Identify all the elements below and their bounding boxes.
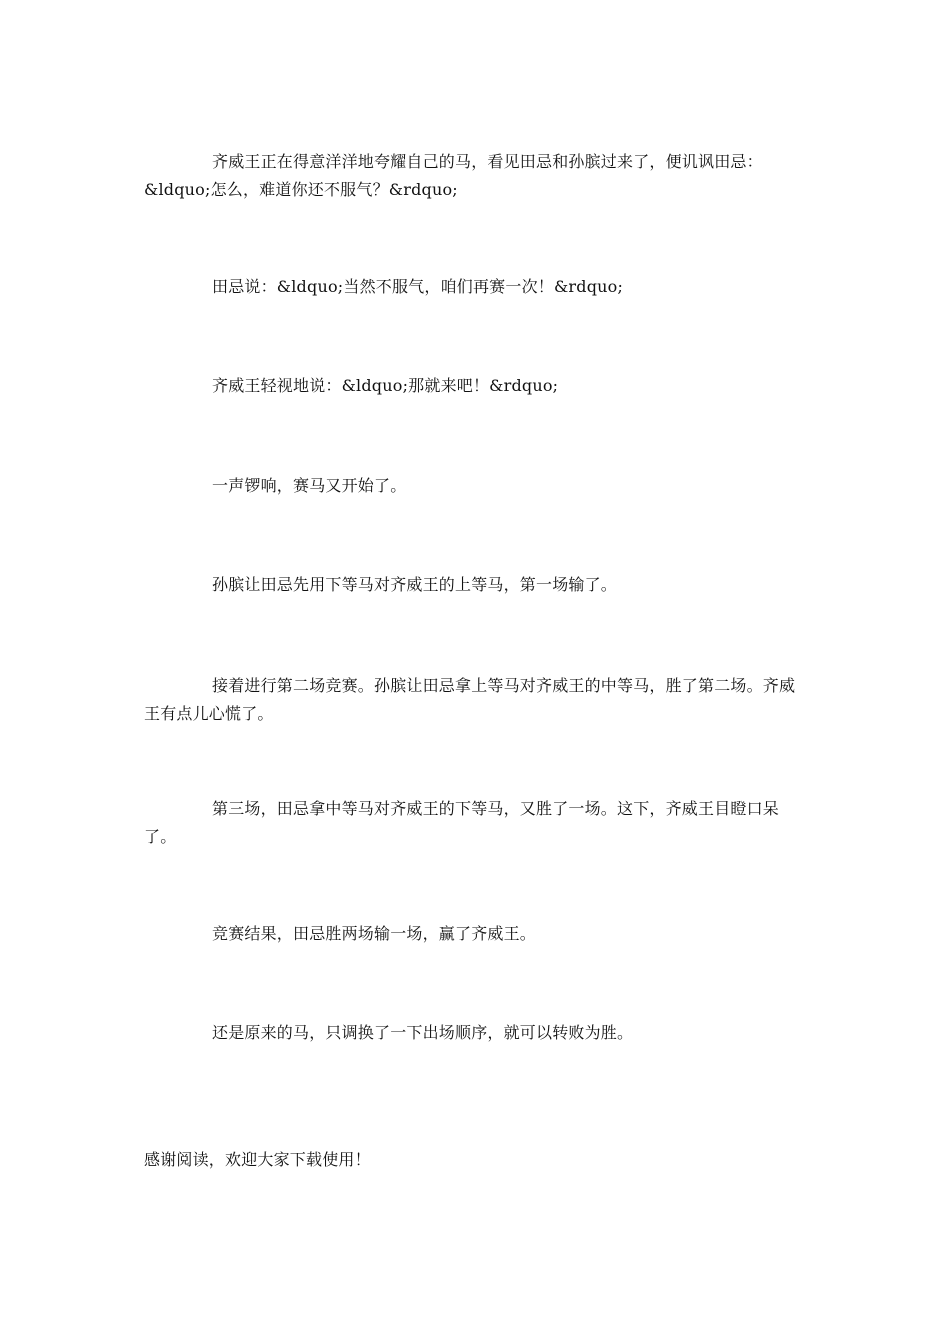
paragraph: 齐威王正在得意洋洋地夸耀自己的马，看见田忌和孙膑过来了，便讥讽田忌：&ldquo;怎么，难道你还不服气？&rdquo; xyxy=(144,152,763,199)
paragraph: 田忌说：&ldquo;当然不服气，咱们再赛一次！&rdquo; xyxy=(212,277,624,296)
closing-note: 感谢阅读，欢迎大家下载使用！ xyxy=(144,1150,371,1169)
paragraph: 接着进行第二场竞赛。孙膑让田忌拿上等马对齐威王的中等马，胜了第二场。齐威王有点儿心慌了。 xyxy=(144,676,796,723)
paragraph: 孙膑让田忌先用下等马对齐威王的上等马，第一场输了。 xyxy=(212,575,618,594)
paragraph: 还是原来的马，只调换了一下出场顺序，就可以转败为胜。 xyxy=(212,1023,634,1042)
paragraph: 一声锣响，赛马又开始了。 xyxy=(212,476,407,495)
paragraph: 竞赛结果，田忌胜两场输一场，赢了齐威王。 xyxy=(212,924,537,943)
paragraph: 齐威王轻视地说：&ldquo;那就来吧！&rdquo; xyxy=(212,376,559,395)
paragraph: 第三场，田忌拿中等马对齐威王的下等马，又胜了一场。这下，齐威王目瞪口呆了。 xyxy=(144,799,780,846)
